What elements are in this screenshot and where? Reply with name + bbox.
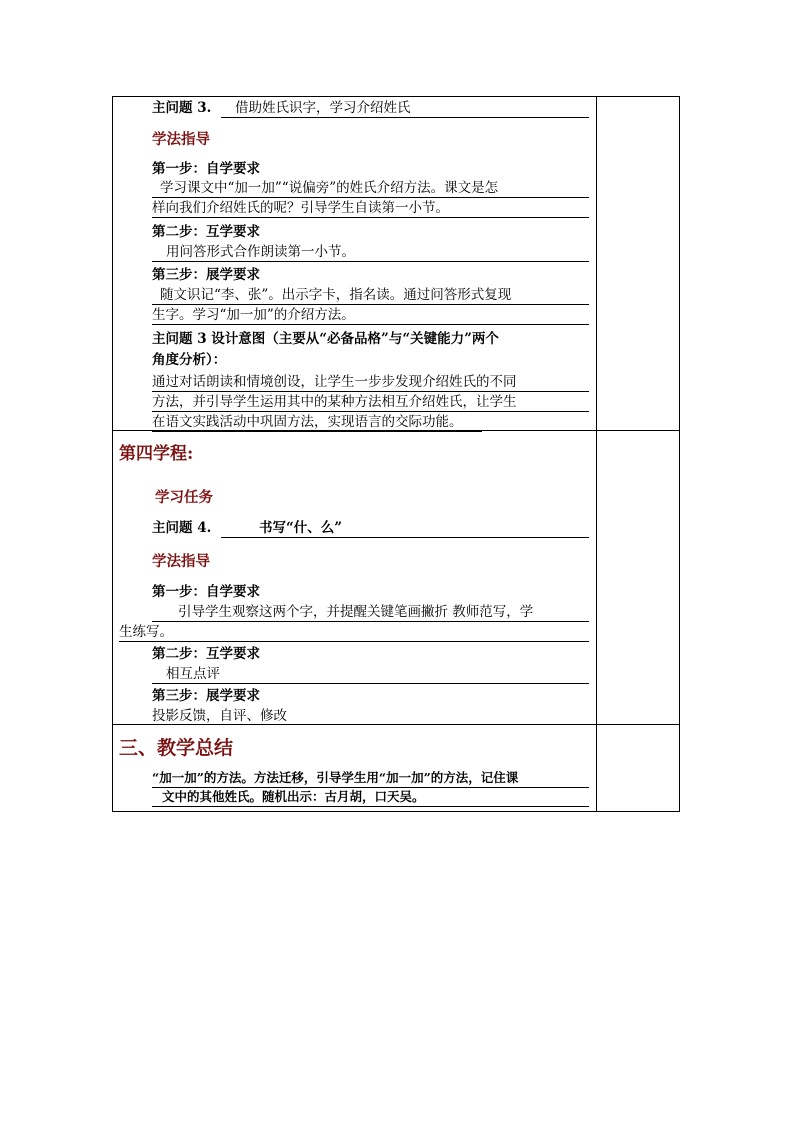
side-cell — [597, 725, 679, 811]
step1-line-2: 样向我们介绍姓氏的呢？引导学生自读第一小节。 — [152, 199, 589, 218]
design-intent-line-2: 角度分析）： — [152, 352, 227, 368]
step3-line-1: 投影反馈，自评、修改 — [152, 708, 287, 724]
q3-text: 借助姓氏识字，学习介绍姓氏 — [221, 99, 589, 118]
design-text-line-3: 在语文实践活动中巩固方法，实现语言的交际功能。 — [152, 413, 482, 432]
table-row-summary — [113, 725, 679, 811]
design-intent-line-1: 主问题 3 设计意图（主要从“必备品格”与“关键能力”两个 — [152, 331, 499, 347]
main-cell — [113, 97, 597, 430]
method-heading: 学法指导 — [152, 553, 210, 570]
step1-line-2: 生练写。 — [119, 623, 589, 642]
step2-title: 第二步：互学要求 — [152, 224, 260, 240]
step1-title: 第一步：自学要求 — [152, 584, 260, 600]
summary-title: 三、教学总结 — [119, 737, 234, 759]
step1-title: 第一步：自学要求 — [152, 161, 260, 177]
main-cell — [113, 725, 597, 811]
task-heading: 学习任务 — [155, 489, 213, 506]
step1-line-1: 引导学生观察这两个字，并提醒关键笔画撇折 教师范写，学 — [152, 603, 589, 622]
side-cell — [597, 97, 679, 430]
design-text-line-2: 方法，并引导学生运用其中的某种方法相互介绍姓氏，让学生 — [152, 393, 589, 412]
table-row-fourth-stage — [113, 431, 679, 725]
design-text-line-1: 通过对话朗读和情境创设，让学生一步步发现介绍姓氏的不同 — [152, 373, 589, 392]
stage-four-title: 第四学程: — [119, 444, 194, 464]
table-row-main-question-3 — [113, 97, 679, 431]
method-heading: 学法指导 — [152, 131, 210, 148]
lesson-plan-table — [112, 96, 680, 812]
step3-line-1: 随文识记“李、张”。出示字卡，指名读。通过问答形式复现 — [152, 286, 589, 305]
step2-line-1: 相互点评 — [152, 665, 589, 684]
q4-text: 书写“什、么” — [221, 519, 589, 538]
q3-label: 主问题 3. — [152, 100, 212, 116]
summary-line-2: 文中的其他姓氏。随机出示：古月胡，口天吴。 — [152, 788, 589, 807]
main-cell — [113, 431, 597, 724]
summary-line-1: “加一加”的方法。方法迁移，引导学生用“加一加”的方法，记住课 — [152, 769, 589, 788]
step3-title: 第三步：展学要求 — [152, 267, 260, 283]
step2-line-1: 用问答形式合作朗读第一小节。 — [152, 243, 589, 262]
step1-line-1: 学习课文中“加一加”“说偏旁”的姓氏介绍方法。课文是怎 — [152, 179, 589, 198]
step3-title: 第三步：展学要求 — [152, 688, 260, 704]
side-cell — [597, 431, 679, 724]
q4-label: 主问题 4. — [152, 520, 212, 536]
step3-line-2: 生字。学习“加一加”的介绍方法。 — [152, 306, 589, 325]
step2-title: 第二步：互学要求 — [152, 646, 260, 662]
